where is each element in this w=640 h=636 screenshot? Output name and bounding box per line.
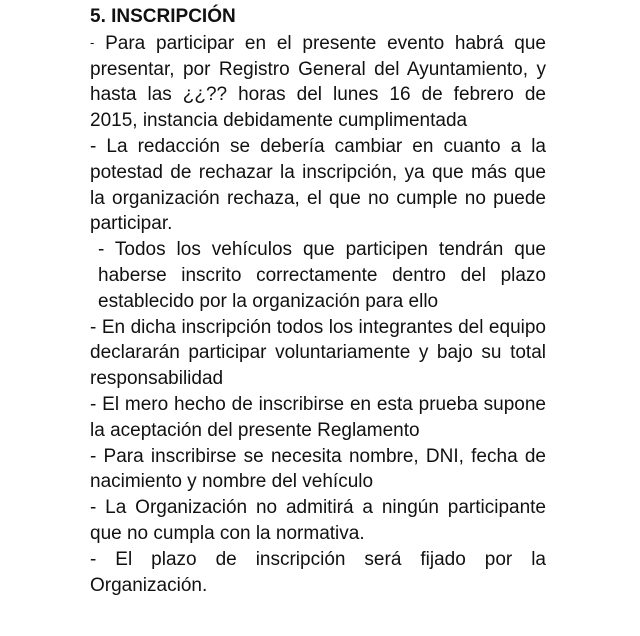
- paragraph-aceptacion: - El mero hecho de inscribirse en esta prueba supone la aceptación del presente Reglamento: [90, 393, 546, 441]
- section-title: 5. INSCRIPCIÓN: [90, 6, 236, 27]
- paragraph-vehiculos: - Todos los vehículos que participen tendrán que haberse inscrito correctamente dentro del plazo establecido por la organización para ello: [98, 239, 546, 312]
- paragraph-dash: -: [90, 34, 95, 50]
- document-page: [90, 4, 546, 598]
- paragraph-integrantes: - En dicha inscripción todos los integrantes del equipo declararán participar voluntariamente y bajo su total responsabilidad: [90, 316, 546, 390]
- paragraph-text: Para participar en el presente evento habrá que presentar, por Registro General del Ayuntamiento, y hasta las ¿¿?? horas del lunes 16 de febrero de 2015, instancia debidamente cumplimentada: [90, 32, 546, 132]
- paragraph-normativa: - La Organización no admitirá a ningún participante que no cumpla con la normativa.: [90, 497, 546, 544]
- paragraph-presentacion: [90, 30, 546, 134]
- paragraph-redaccion: - La redacción se debería cambiar en cuanto a la potestad de rechazar la inscripción, ya que más que la organización rechaza, el que no cumple no puede participar.: [90, 135, 546, 235]
- paragraph-plazo: - El plazo de inscripción será fijado por la Organización.: [90, 548, 546, 596]
- paragraph-requisitos: - Para inscribirse se necesita nombre, DNI, fecha de nacimiento y nombre del vehículo: [90, 445, 546, 493]
